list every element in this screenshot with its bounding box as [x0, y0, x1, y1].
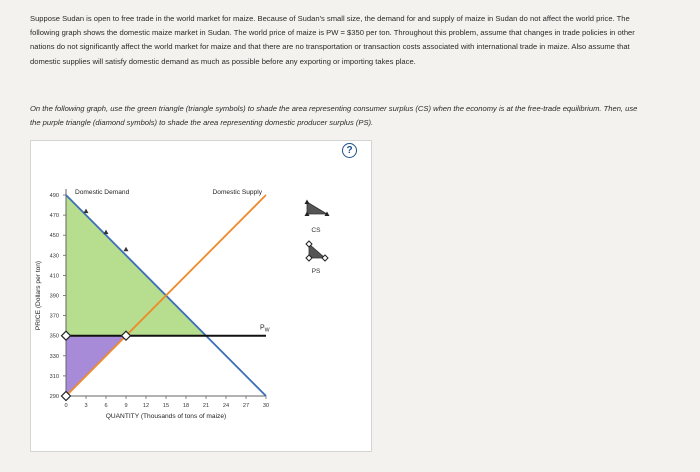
x-tick-label: 27	[242, 403, 250, 409]
instruction-text: On the following graph, use the green triangle (triangle symbols) to shade the area representing consumer surplus (CS) when the economy is at the free-trade equilibrium. Then, use the purple triangle (diamond symbols) to shade the area representing domestic producer surplus (PS).	[30, 104, 638, 127]
y-tick-label: 490	[49, 193, 59, 199]
x-tick-label: 6	[104, 403, 108, 409]
x-tick-label: 21	[202, 403, 210, 409]
supply-label: Domestic Supply	[212, 189, 262, 196]
y-tick-label: 290	[49, 394, 59, 400]
y-axis-label: PRICE (Dollars per ton)	[35, 260, 42, 331]
y-tick-label: 370	[49, 313, 59, 320]
cs-legend-label: CS	[311, 227, 321, 234]
x-tick-label: 30	[262, 403, 270, 409]
world-price-subscript: W	[264, 327, 270, 334]
cs-triangle-point[interactable]	[84, 209, 89, 214]
x-tick-label: 3	[84, 403, 88, 409]
intro-paragraph: Suppose Sudan is open to free trade in the world market for maize. Because of Sudan's small size, the demand for and supply of maize in Sudan do not affect the world price. The following graph shows the domestic maize market in Sudan. The world price of maize is PW = $350 per ton. Throughout this problem, assume that changes in trade policies in other nations do not significantly affect the world market for maize and that there are no transportation or transaction costs associated with international trade in maize. Also assume that domestic supplies will satisfy domestic demand as much as possible before any exporting or importing takes place.	[30, 14, 635, 66]
cs-triangle-point[interactable]	[104, 230, 109, 235]
x-tick-label: 12	[142, 403, 150, 409]
y-tick-label: 390	[49, 293, 59, 300]
ps-legend-triangle[interactable]	[309, 244, 325, 258]
y-tick-label: 470	[49, 213, 59, 220]
cs-triangle-point[interactable]	[124, 247, 129, 252]
world-price-label: $P_W$	[260, 324, 270, 334]
y-tick-label: 410	[49, 273, 59, 280]
x-tick-label: 9	[124, 403, 128, 409]
cs-legend-triangle[interactable]	[307, 202, 327, 214]
demand-label: Domestic Demand	[75, 189, 130, 196]
y-tick-label: 450	[49, 233, 59, 240]
y-tick-label: 430	[49, 253, 59, 260]
x-tick-label: 15	[162, 403, 170, 409]
y-tick-label: 350	[49, 333, 59, 340]
x-axis-label: QUANTITY (Thousands of tons of maize)	[105, 413, 227, 420]
ps-legend-label: PS	[311, 268, 321, 275]
x-tick-label: 18	[182, 403, 190, 409]
x-tick-label: 0	[64, 403, 68, 409]
help-icon[interactable]: ?	[342, 143, 357, 158]
y-tick-label: 330	[49, 353, 59, 360]
cs-legend-handle[interactable]	[305, 200, 310, 205]
y-tick-label: 310	[49, 373, 59, 380]
x-tick-label: 24	[222, 403, 230, 409]
